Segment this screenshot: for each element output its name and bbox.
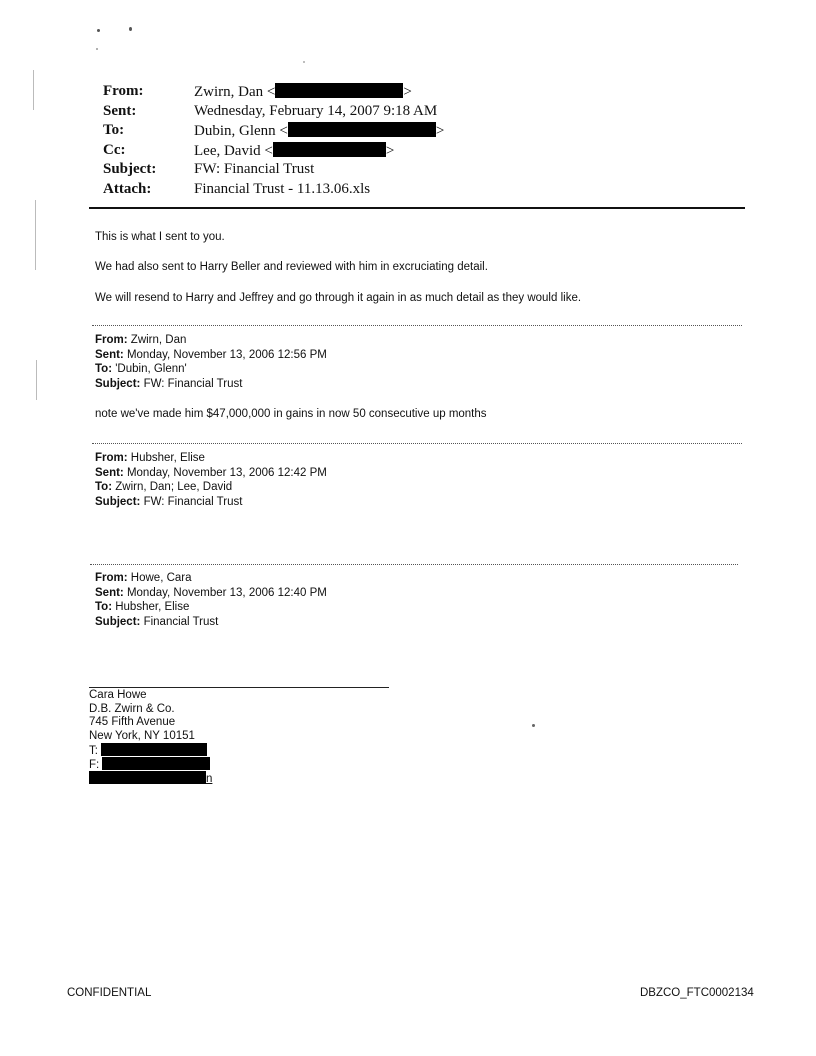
fwd-value: Zwirn, Dan	[130, 334, 187, 346]
signature-email[interactable]	[89, 771, 212, 785]
header-label: Cc:	[103, 141, 126, 158]
fwd-value: Howe, Cara	[130, 572, 192, 584]
fwd-label: To:	[95, 363, 113, 375]
signature-fax	[89, 757, 212, 771]
header-value-text: >	[403, 84, 412, 100]
fwd-label: Subject:	[95, 495, 141, 508]
fwd-label: Sent:	[95, 348, 124, 361]
fwd-label: Sent:	[95, 586, 124, 599]
redaction-box	[102, 757, 210, 770]
fwd-value: FW: Financial Trust	[143, 495, 243, 508]
fwd-sent	[95, 586, 327, 601]
signature-name: Cara Howe	[89, 689, 147, 701]
fwd-subject	[95, 495, 327, 510]
fwd-value: Monday, November 13, 2006 12:42 PM	[126, 466, 327, 479]
scan-speck	[96, 48, 98, 50]
header-divider	[89, 207, 745, 209]
scan-speck	[532, 724, 535, 727]
signature-block	[89, 689, 212, 784]
header-value-text: Lee, David <	[194, 142, 273, 159]
fwd-value: Monday, November 13, 2006 12:56 PM	[126, 348, 327, 361]
signature-street: 745 Fifth Avenue	[89, 716, 176, 729]
fwd-label: From:	[95, 572, 128, 584]
header-label: To:	[103, 122, 125, 138]
fwd-label: To:	[95, 481, 113, 493]
scan-speck	[129, 27, 132, 31]
signature-email-tail: n	[206, 772, 213, 785]
redaction-box	[89, 771, 206, 784]
header-value	[194, 83, 412, 101]
fwd-label: From:	[95, 452, 128, 464]
fwd-value: Hubsher, Elise	[115, 601, 190, 613]
signature-company: D.B. Zwirn & Co.	[89, 702, 175, 715]
fwd-label: To:	[95, 601, 113, 613]
fwd-label: Subject:	[95, 377, 141, 390]
fwd-label: From:	[95, 334, 128, 346]
attachment-filename[interactable]: Financial Trust - 11.13.06.xls	[194, 180, 371, 197]
fwd-from	[95, 571, 327, 586]
signature-label: T:	[89, 745, 98, 758]
confidential-footer: CONFIDENTIAL	[67, 987, 152, 999]
redaction-box	[288, 122, 436, 137]
redaction-box	[273, 142, 386, 157]
header-value-text: Dubin, Glenn <	[194, 123, 288, 139]
header-value: Wednesday, February 14, 2007 9:18 AM	[194, 102, 438, 119]
scan-speck	[97, 29, 100, 32]
forwarded-header	[95, 451, 327, 509]
fwd-value: Monday, November 13, 2006 12:40 PM	[126, 586, 327, 599]
scan-margin-mark	[33, 70, 34, 110]
fwd-value: Zwirn, Dan; Lee, David	[115, 481, 233, 493]
fwd-subject	[95, 615, 327, 630]
fwd-to	[95, 362, 327, 377]
header-label: Subject:	[103, 161, 157, 177]
fwd-subject	[95, 377, 327, 392]
fwd-to	[95, 600, 327, 615]
fwd-to	[95, 480, 327, 495]
fwd-value: Financial Trust	[143, 615, 219, 628]
scan-margin-mark	[35, 200, 36, 270]
body-paragraph: note we've made him $47,000,000 in gains in now 50 consecutive up months	[95, 408, 487, 420]
header-value: FW: Financial Trust	[194, 161, 315, 177]
header-label: From:	[103, 83, 144, 99]
bates-number: DBZCO_FTC0002134	[640, 987, 754, 999]
header-label: Sent:	[103, 102, 137, 119]
header-value	[194, 142, 394, 160]
signature-divider	[89, 687, 389, 688]
fwd-label: Subject:	[95, 615, 141, 628]
forward-divider	[90, 564, 738, 565]
header-value-text: >	[385, 142, 395, 159]
redaction-box	[101, 743, 207, 756]
fwd-label: Sent:	[95, 466, 124, 479]
body-paragraph: We had also sent to Harry Beller and reviewed with him in excruciating detail.	[95, 261, 488, 273]
signature-label: F:	[89, 758, 100, 771]
fwd-value: FW: Financial Trust	[143, 377, 243, 390]
body-paragraph: We will resend to Harry and Jeffrey and go through it again in as much detail as they would like.	[95, 292, 582, 304]
fwd-from	[95, 333, 327, 348]
fwd-from	[95, 451, 327, 466]
signature-phone	[89, 743, 212, 757]
body-paragraph: This is what I sent to you.	[95, 231, 225, 243]
redaction-box	[275, 83, 403, 98]
signature-city: New York, NY 10151	[89, 729, 195, 742]
header-label: Attach:	[103, 180, 152, 197]
header-value-text: Zwirn, Dan <	[194, 84, 276, 100]
header-value	[194, 122, 444, 140]
forward-divider	[92, 443, 742, 444]
header-value-text: >	[435, 123, 445, 139]
forwarded-header	[95, 571, 327, 629]
fwd-sent	[95, 348, 327, 363]
forwarded-header	[95, 333, 327, 391]
fwd-value: Hubsher, Elise	[130, 452, 205, 464]
scan-speck	[303, 61, 305, 63]
fwd-value: 'Dubin, Glenn'	[115, 363, 187, 375]
forward-divider	[92, 325, 742, 326]
scan-margin-mark	[36, 360, 37, 400]
fwd-sent	[95, 466, 327, 481]
